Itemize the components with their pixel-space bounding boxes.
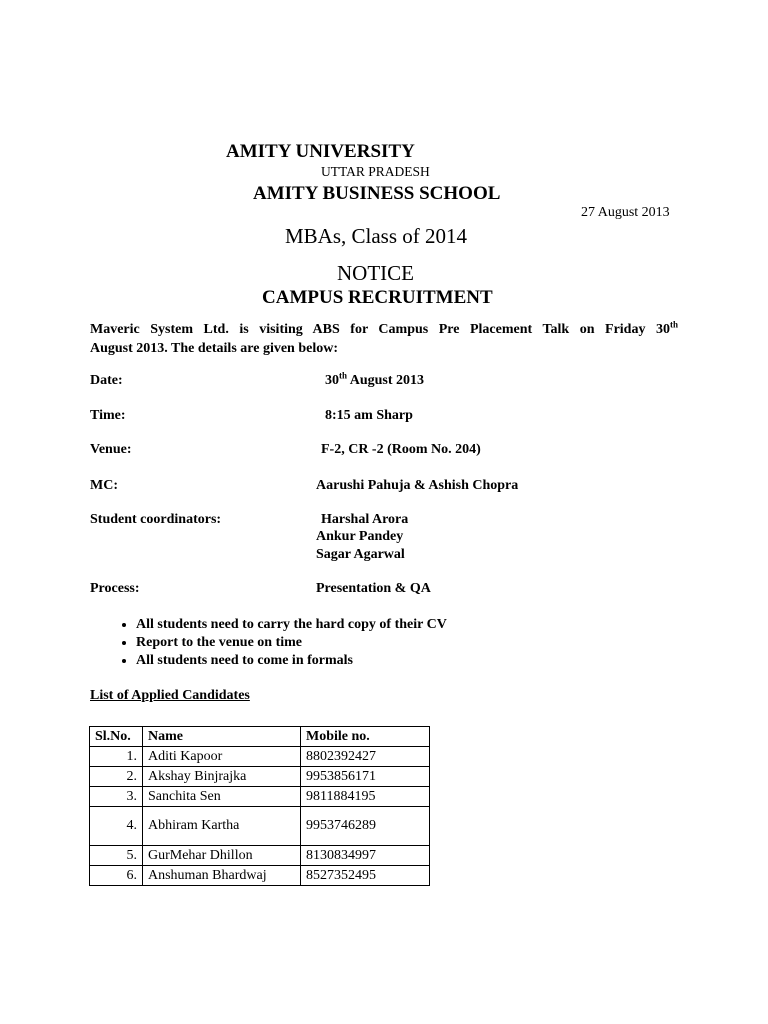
date-value — [325, 370, 425, 389]
column-header-slno: Sl.No. — [90, 727, 143, 747]
cell-name: Sanchita Sen — [143, 787, 301, 807]
venue-value: F-2, CR -2 (Room No. 204) — [321, 442, 481, 457]
cell-mobile: 8130834997 — [301, 846, 430, 866]
notice-subject: CAMPUS RECRUITMENT — [262, 287, 493, 308]
table-row — [90, 866, 430, 886]
cell-name: GurMehar Dhillon — [143, 846, 301, 866]
notice-title: NOTICE — [337, 261, 414, 285]
venue-label: Venue: — [90, 442, 132, 457]
cell-name: Akshay Binjrajka — [143, 767, 301, 787]
instruction-item: • Report to the venue on time — [136, 634, 447, 652]
cell-slno: 6. — [90, 866, 143, 886]
date-sup: th — [339, 370, 348, 381]
time-label: Time: — [90, 408, 126, 423]
state-name: UTTAR PRADESH — [321, 164, 430, 179]
university-name: AMITY UNIVERSITY — [226, 141, 415, 162]
table-row — [90, 747, 430, 767]
process-label: Process: — [90, 581, 140, 596]
cell-slno: 2. — [90, 767, 143, 787]
candidates-heading: List of Applied Candidates — [90, 688, 250, 703]
cell-slno: 3. — [90, 787, 143, 807]
date-day: 30 — [325, 373, 339, 388]
intro-line-1 — [90, 320, 678, 339]
date-label: Date: — [90, 373, 123, 388]
instruction-item: • All students need to carry the hard copy of their CV — [136, 616, 447, 634]
coordinator-3: Sagar Agarwal — [316, 547, 405, 562]
candidates-table — [89, 726, 430, 886]
table-row — [90, 846, 430, 866]
column-header-name: Name — [143, 727, 301, 747]
cell-mobile: 9953856171 — [301, 767, 430, 787]
intro-line-2: August 2013. The details are given below: — [90, 341, 338, 356]
process-value: Presentation & QA — [316, 581, 431, 596]
instruction-item: • All students need to come in formals — [136, 652, 447, 670]
cell-mobile: 9953746289 — [301, 807, 430, 846]
mc-label: MC: — [90, 478, 118, 493]
cell-name: Abhiram Kartha — [143, 807, 301, 846]
coordinators-label: Student coordinators: — [90, 512, 222, 527]
cell-slno: 1. — [90, 747, 143, 767]
column-header-mobile: Mobile no. — [301, 727, 430, 747]
school-name: AMITY BUSINESS SCHOOL — [253, 183, 501, 204]
cell-name: Anshuman Bhardwaj — [143, 866, 301, 886]
coordinator-2: Ankur Pandey — [316, 529, 404, 544]
table-row — [90, 767, 430, 787]
instruction-list — [90, 616, 447, 670]
cell-slno: 4. — [90, 807, 143, 846]
cell-mobile: 8527352495 — [301, 866, 430, 886]
cell-mobile: 8802392427 — [301, 747, 430, 767]
table-header-row — [90, 727, 430, 747]
table-row — [90, 787, 430, 807]
mc-value: Aarushi Pahuja & Ashish Chopra — [316, 478, 519, 493]
cell-mobile: 9811884195 — [301, 787, 430, 807]
class-title: MBAs, Class of 2014 — [285, 224, 468, 248]
cell-slno: 5. — [90, 846, 143, 866]
intro-line-1-text: Maveric System Ltd. is visiting ABS for Campus Pre Placement Talk on Friday 30 — [90, 322, 670, 337]
intro-paragraph — [90, 320, 678, 358]
cell-name: Aditi Kapoor — [143, 747, 301, 767]
intro-line-1-sup: th — [669, 319, 678, 330]
notice-date: 27 August 2013 — [581, 205, 670, 220]
coordinator-1: Harshal Arora — [321, 512, 409, 527]
time-value: 8:15 am Sharp — [325, 408, 413, 423]
table-row — [90, 807, 430, 846]
date-rest: August 2013 — [347, 373, 425, 388]
